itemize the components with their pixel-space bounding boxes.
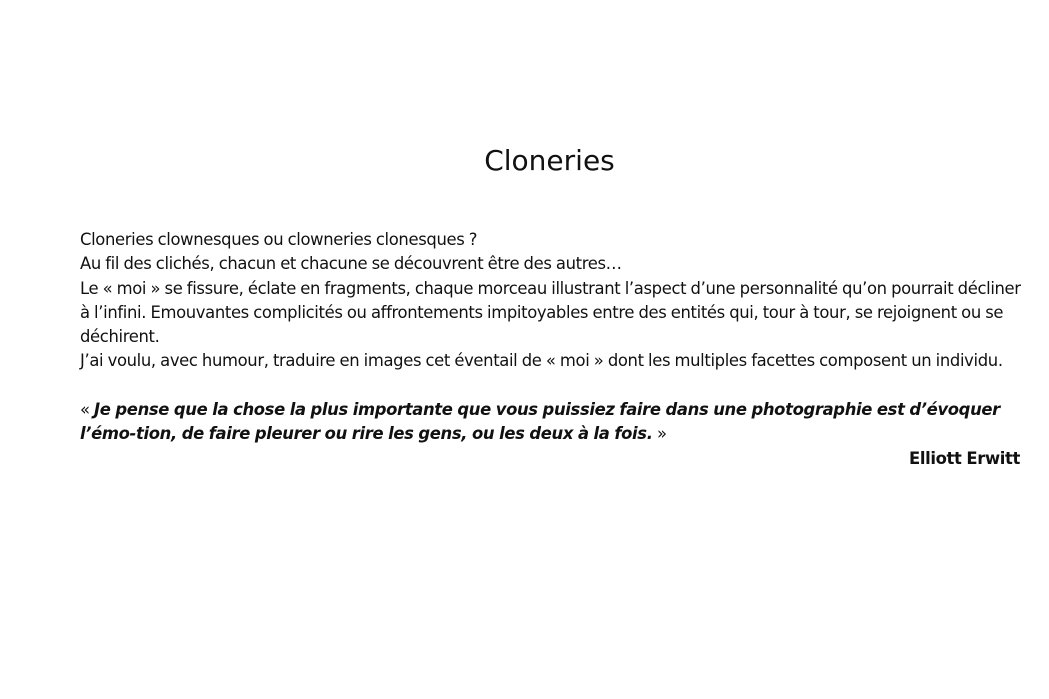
quote-close-mark: » bbox=[652, 424, 667, 444]
paragraph-cliches: Au fil des clichés, chacun et chacune se découvrent être des autres… bbox=[80, 254, 622, 274]
paragraph-humour: J’ai voulu, avec humour, traduire en images cet éventail de « moi » dont les multiples facettes composent un individu. bbox=[80, 351, 1003, 371]
paragraph-spacer bbox=[80, 374, 1025, 398]
paragraph-moi: Le « moi » se fissure, éclate en fragments, chaque morceau illustrant l’aspect d’une personnalité qu’on pourrait décliner à l’infini. Emouvantes complicités ou affrontements impitoyables entre des entités qui, tour à tour, se rejoignent ou se déchirent. bbox=[80, 278, 1021, 347]
quote bbox=[80, 398, 1025, 447]
text-body bbox=[80, 228, 1025, 471]
quote-author: Elliott Erwitt bbox=[909, 448, 1020, 468]
page-title: Cloneries bbox=[484, 144, 615, 177]
quote-text: Je pense que la chose la plus importante que vous puissiez faire dans une photographie est d’évoquer l’émo-tion, de faire pleurer ou rire les gens, ou les deux à la fois. bbox=[80, 400, 1000, 444]
paragraph-intro-question: Cloneries clownesques ou clowneries clonesques ? bbox=[80, 230, 478, 249]
quote-open-mark: « bbox=[80, 400, 95, 420]
